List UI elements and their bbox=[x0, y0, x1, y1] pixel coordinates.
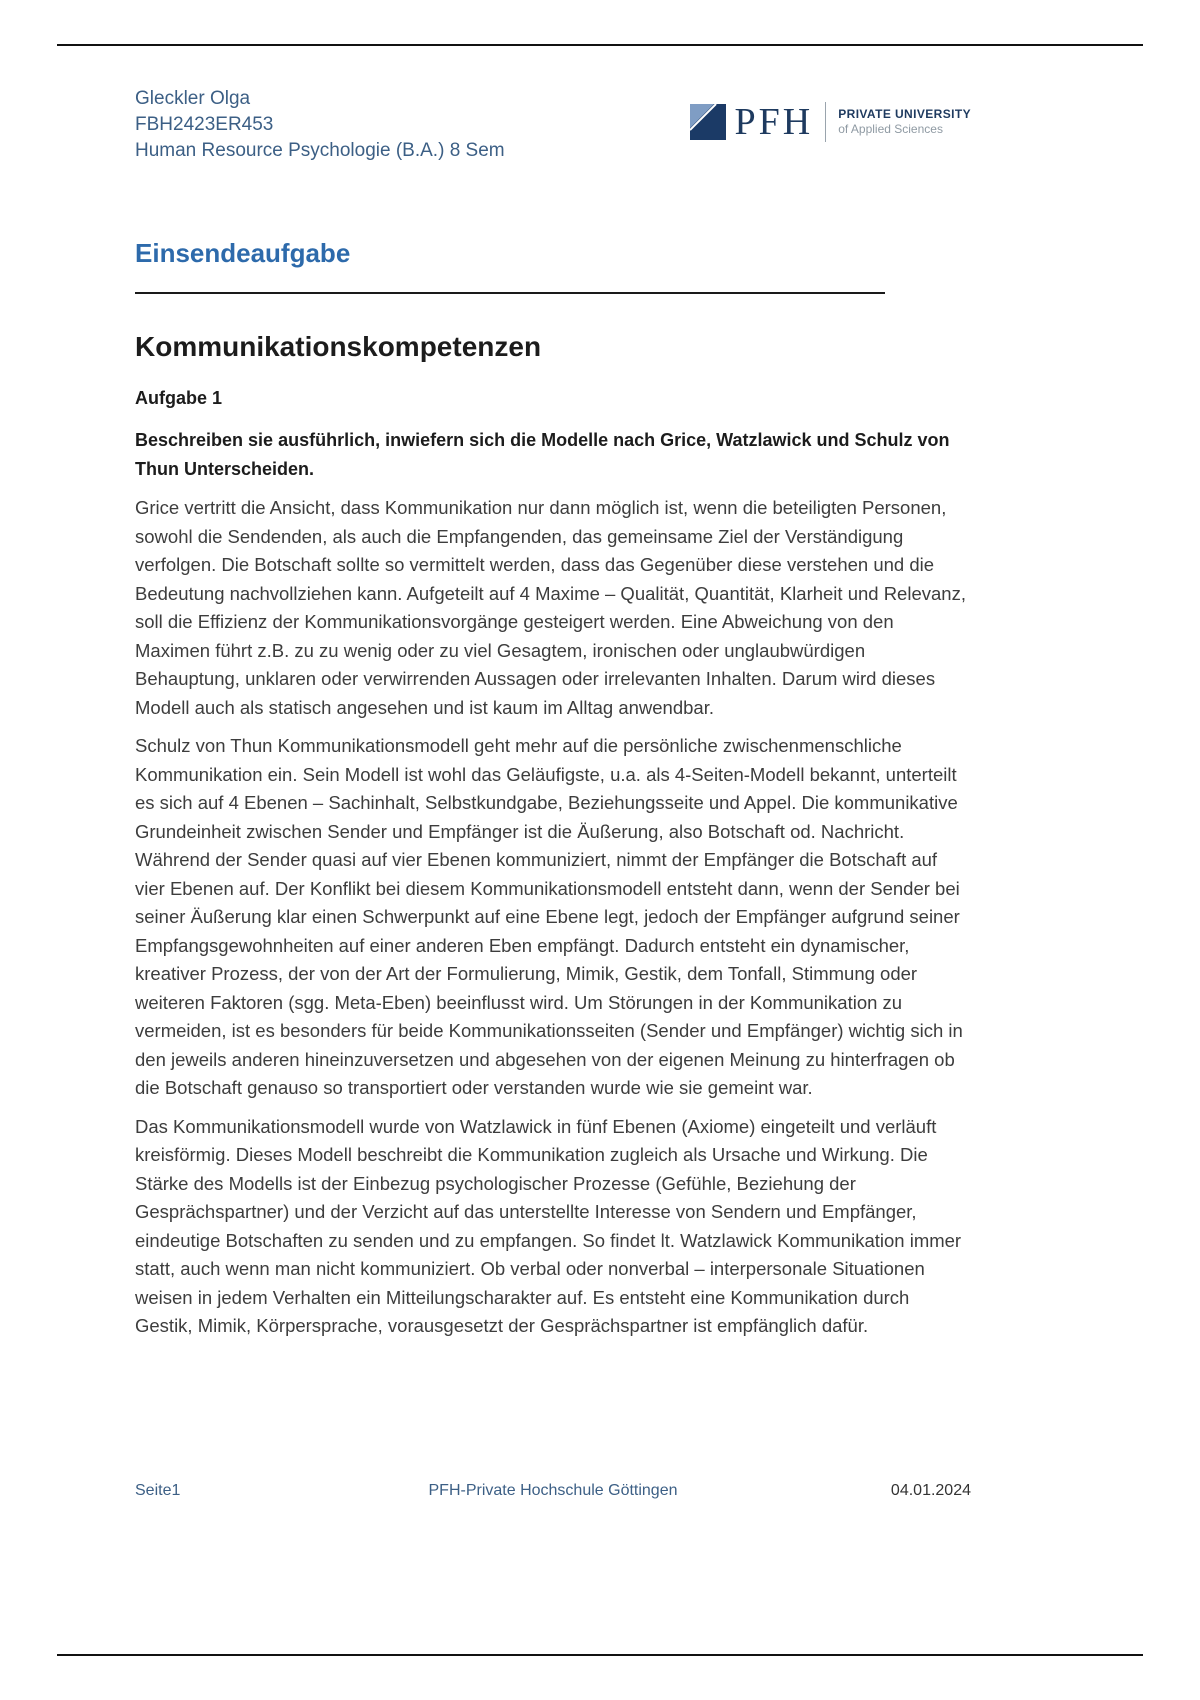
top-rule bbox=[57, 44, 1143, 46]
pfh-logo-divider bbox=[825, 102, 826, 142]
task-label: Aufgabe 1 bbox=[135, 388, 223, 408]
footer-date: 04.01.2024 bbox=[890, 1482, 971, 1499]
section-title: Einsendeaufgabe bbox=[135, 238, 351, 268]
document-content bbox=[135, 238, 971, 1341]
bottom-rule bbox=[57, 1654, 1143, 1656]
pfh-logo-subtitle-line1: PRIVATE UNIVERSITY bbox=[838, 107, 971, 121]
student-id: FBH2423ER453 bbox=[135, 114, 274, 135]
pfh-logo-acronym: PFH bbox=[734, 101, 814, 143]
student-info bbox=[135, 86, 505, 164]
page-footer bbox=[135, 1482, 971, 1500]
section-title-rule bbox=[135, 292, 885, 294]
footer-page-number: Seite1 bbox=[135, 1482, 181, 1499]
paragraph-watzlawick: Das Kommunikationsmodell wurde von Watzlawick in fünf Ebenen (Axiome) eingeteilt und verläuft kreisförmig. Dieses Modell beschreibt die Kommunikation zugleich als Ursache und Wirkung. Die Stärke des Modells ist der Einbezug psychologischer Prozesse (Gefühle, Beziehung der Gesprächspartner) und der Verzicht auf das unterstellte Interesse von Sendern und Empfänger, eindeutige Botschaften zu senden und zu empfangen. So findet lt. Watzlawick Kommunikation immer statt, auch wenn man nicht kommuniziert. Ob verbal oder nonverbal – interpersonale Situationen weisen in jedem Verhalten ein Mitteilungscharakter auf. Es entsteht eine Kommunikation durch Gestik, Mimik, Körpersprache, vorausgesetzt der Gesprächspartner ist empfänglich dafür. bbox=[135, 1115, 962, 1336]
paragraph-schulz-von-thun: Schulz von Thun Kommunikationsmodell geht mehr auf die persönliche zwischenmenschliche Kommunikation ein. Sein Modell ist wohl das Geläufigste, u.a. als 4-Seiten-Modell bekannt, unterteilt es sich auf 4 Ebenen – Sachinhalt, Selbstkundgabe, Beziehungsseite und Appel. Die kommunikative Grundeinheit zwischen Sender und Empfänger ist die Äußerung, also Botschaft od. Nachricht. Während der Sender quasi auf vier Ebenen kommuniziert, nimmt der Empfänger die Botschaft auf vier Ebenen auf. Der Konflikt bei diesem Kommunikationsmodell entsteht dann, wenn der Sender bei seiner Äußerung klar einen Schwerpunkt auf eine Ebene legt, jedoch der Empfänger aufgrund seiner Empfangsgewohnheiten auf einer anderen Eben empfängt. Dadurch entsteht ein dynamischer, kreativer Prozess, der von der Art der Formulierung, Mimik, Gestik, dem Tonfall, Stimmung oder weiteren Faktoren (sgg. Meta-Eben) beeinflusst wird. Um Störungen in der Kommunikation zu vermeiden, ist es besonders für beide Kommunikationsseiten (Sender und Empfänger) wichtig sich in den jeweils anderen hineinzuversetzen und abgesehen von der eigenen Meinung zu hinterfragen ob die Botschaft genauso so transportiert oder verstanden wurde wie sie gemeint war. bbox=[135, 735, 963, 1098]
pfh-logo-subtitle bbox=[838, 107, 971, 137]
pfh-logo-subtitle-line2: of Applied Sciences bbox=[838, 122, 943, 136]
footer-institution: PFH-Private Hochschule Göttingen bbox=[428, 1482, 678, 1499]
pfh-logo-mark-icon bbox=[690, 104, 726, 140]
page-header bbox=[135, 86, 971, 164]
task-prompt: Beschreiben sie ausführlich, inwiefern sich die Modelle nach Grice, Watzlawick und Schulz von Thun Unterscheiden. bbox=[135, 430, 950, 479]
pfh-logo bbox=[690, 102, 972, 142]
paragraph-grice: Grice vertritt die Ansicht, dass Kommunikation nur dann möglich ist, wenn die beteiligten Personen, sowohl die Sendenden, als auch die Empfangenden, das gemeinsame Ziel der Verständigung verfolgen. Die Botschaft sollte so vermittelt werden, dass das Gegenüber diese verstehen und die Bedeutung nachvollziehen kann. Aufgeteilt auf 4 Maxime – Qualität, Quantität, Klarheit und Relevanz, soll die Effizienz der Kommunikationsvorgänge gesteigert werden. Eine Abweichung von den Maximen führt z.B. zu zu wenig oder zu viel Gesagtem, ironischen oder unglaubwürdigen Behauptung, unklaren oder verwirrenden Aussagen oder irrelevanten Inhalten. Darum wird dieses Modell auch als statisch angesehen und ist kaum im Alltag anwendbar. bbox=[135, 497, 966, 718]
student-name: Gleckler Olga bbox=[135, 88, 251, 109]
page-title: Kommunikationskompetenzen bbox=[135, 331, 542, 362]
student-program: Human Resource Psychologie (B.A.) 8 Sem bbox=[135, 140, 505, 161]
